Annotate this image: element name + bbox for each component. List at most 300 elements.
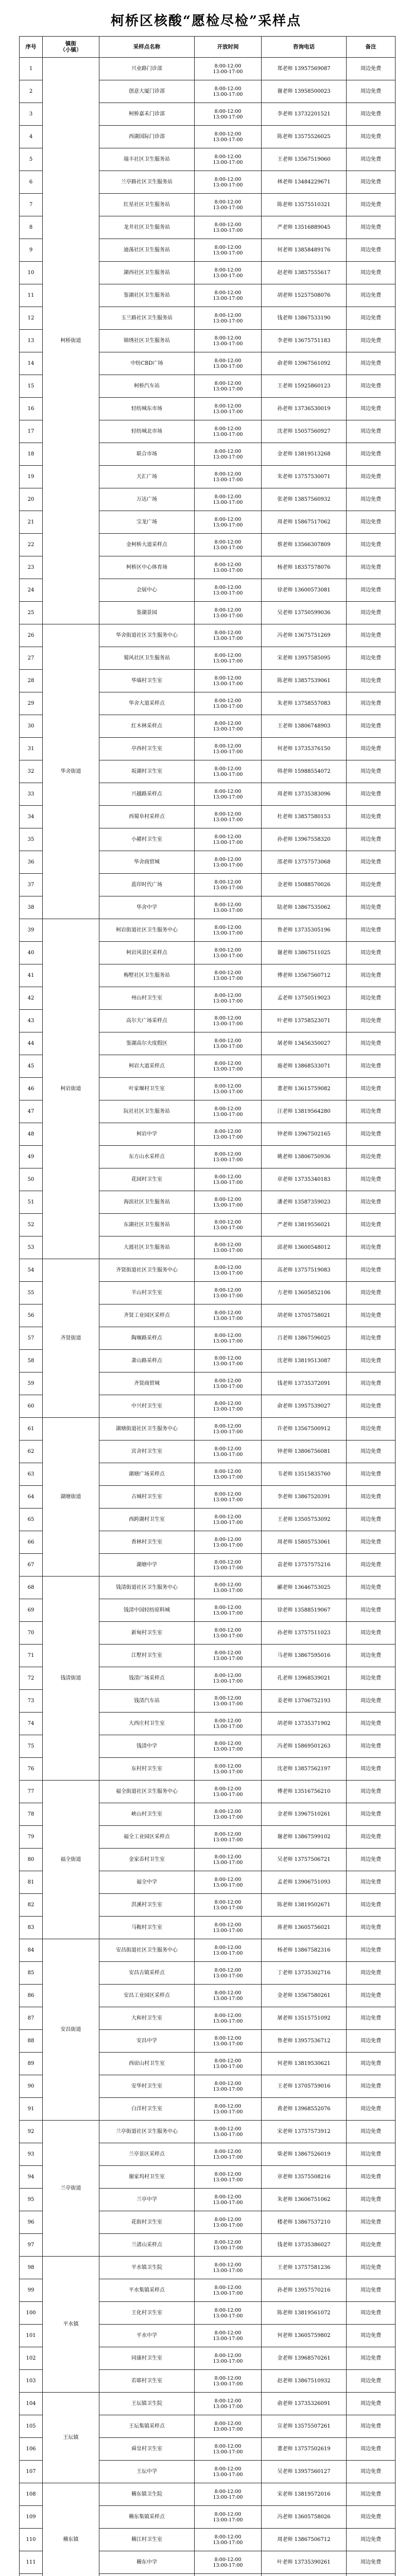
row-name: 谢家坞村卫生室 [99,2166,195,2189]
row-index: 94 [20,2166,43,2189]
row-time: 8:00-12:00 13:00-17:00 [195,1713,262,1735]
row-name: 华舍商贸城 [99,851,195,874]
row-name: 福全中学 [99,1871,195,1894]
row-time: 8:00-12:00 13:00-17:00 [195,2166,262,2189]
row-time: 8:00-12:00 13:00-17:00 [195,239,262,262]
table-row [20,1259,396,1282]
row-time: 8:00-12:00 13:00-17:00 [195,2438,262,2461]
row-time: 8:00-12:00 13:00-17:00 [195,2121,262,2143]
row-time: 8:00-12:00 13:00-17:00 [195,1622,262,1645]
row-index: 15 [20,375,43,398]
row-name: 大西庄村卫生室 [99,1713,195,1735]
row-name: 安昌中学 [99,2030,195,2053]
row-phone: 林老师 13484229671 [262,171,347,194]
row-phone: 朱老师 13758557083 [262,692,347,715]
row-note: 周边免费 [347,1826,396,1849]
row-note: 周边免费 [347,171,396,194]
row-name: 西扆山村卫生室 [99,2053,195,2075]
row-time: 8:00-12:00 13:00-17:00 [195,2053,262,2075]
row-note: 周边免费 [347,103,396,126]
row-time: 8:00-12:00 13:00-17:00 [195,2189,262,2211]
table-row [20,919,396,942]
row-name: 齐贤街道社区卫生服务中心 [99,1259,195,1282]
row-name: 湖塘中学 [99,1554,195,1577]
row-name: 兰渚山采样点 [99,2234,195,2257]
row-index: 49 [20,1146,43,1168]
table-row [20,2121,396,2143]
row-time: 8:00-12:00 13:00-17:00 [195,942,262,964]
row-phone: 姚老师 13806750936 [262,1146,347,1168]
row-note: 周边免费 [347,1622,396,1645]
row-phone: 吴老师 13757506721 [262,1849,347,1871]
row-name: 钱清中国轻纺原料城 [99,1599,195,1622]
row-time: 8:00-12:00 13:00-17:00 [195,1645,262,1667]
row-name: 舜皇村卫生室 [99,2438,195,2461]
row-time: 8:00-12:00 13:00-17:00 [195,919,262,942]
row-time: 8:00-12:00 13:00-17:00 [195,851,262,874]
row-name: 鉴湖景园 [99,602,195,624]
row-index: 61 [20,1418,43,1440]
row-street: 柯岩街道 [43,919,99,1259]
row-time: 8:00-12:00 13:00-17:00 [195,896,262,919]
row-index: 56 [20,1304,43,1327]
row-name: 福全街道社区卫生服务中心 [99,1781,195,1803]
row-note: 周边免费 [347,239,396,262]
row-index: 12 [20,307,43,330]
row-phone: 蔡老师 13566307809 [262,534,347,556]
row-name: 联合市场 [99,443,195,466]
page-title: 柯桥区核酸“愿检尽检”采样点 [111,13,301,29]
row-time: 8:00-12:00 13:00-17:00 [195,1826,262,1849]
row-phone: 鲁老师 13957536712 [262,2030,347,2053]
row-time: 8:00-12:00 13:00-17:00 [195,1010,262,1032]
row-note: 周边免费 [347,896,396,919]
row-phone: 周老师 13867506712 [262,2529,347,2551]
row-note: 周边免费 [347,2551,396,2574]
row-note: 周边免费 [347,1372,396,1395]
row-phone: 徐老师 13588519067 [262,1599,347,1622]
row-name: 王化村卫生室 [99,2302,195,2325]
row-phone: 何老师 13819530621 [262,2053,347,2075]
row-index: 106 [20,2438,43,2461]
row-index: 91 [20,2098,43,2121]
row-time: 8:00-12:00 13:00-17:00 [195,80,262,103]
row-phone: 孙老师 13736530019 [262,398,347,420]
row-time: 8:00-12:00 13:00-17:00 [195,1577,262,1599]
sampling-sites-table [19,36,396,2576]
row-note: 周边免费 [347,602,396,624]
row-name: 蓝印时代广场 [99,874,195,896]
row-note: 周边免费 [347,1327,396,1350]
row-name: 安华村卫生室 [99,2075,195,2098]
row-time: 8:00-12:00 13:00-17:00 [195,1463,262,1486]
row-time: 8:00-12:00 13:00-17:00 [195,488,262,511]
row-street: 福全街道 [43,1781,99,1939]
row-time: 8:00-12:00 13:00-17:00 [195,58,262,80]
row-phone: 俞老师 13957539027 [262,1395,347,1418]
row-name: 洪溪村卫生室 [99,1894,195,1917]
row-time: 8:00-12:00 13:00-17:00 [195,2551,262,2574]
row-note: 周边免费 [347,1849,396,1871]
row-time: 8:00-12:00 13:00-17:00 [195,1214,262,1236]
row-time: 8:00-12:00 13:00-17:00 [195,874,262,896]
row-phone: 钱老师 13735372091 [262,1372,347,1395]
row-phone: 韩老师 15988554072 [262,760,347,783]
row-note: 周边免费 [347,2143,396,2166]
row-name: 王坛中学 [99,2461,195,2483]
row-name: 陶堰路采样点 [99,1327,195,1350]
row-time: 8:00-12:00 13:00-17:00 [195,987,262,1010]
row-name: 兰亭路社区卫生服务站 [99,171,195,194]
row-phone: 傅老师 13516756210 [262,1781,347,1803]
row-phone: 丁老师 13735302716 [262,1962,347,1985]
table-row [20,58,396,80]
row-index: 42 [20,987,43,1010]
row-phone: 郦老师 13646753025 [262,1577,347,1599]
row-name: 金柯桥大道采样点 [99,534,195,556]
row-name: 兰亭中学 [99,2189,195,2211]
row-index: 13 [20,330,43,352]
row-note: 周边免费 [347,1236,396,1259]
row-name: 柯岩大道采样点 [99,1055,195,1078]
row-index: 104 [20,2393,43,2415]
row-time: 8:00-12:00 13:00-17:00 [195,2257,262,2279]
row-phone: 何老师 13605759802 [262,2325,347,2347]
row-phone: 张老师 13857560932 [262,488,347,511]
row-phone: 章老师 13575508216 [262,2166,347,2189]
row-index: 92 [20,2121,43,2143]
row-phone: 潘老师 13587359023 [262,1191,347,1214]
row-index: 55 [20,1282,43,1304]
row-index: 86 [20,1985,43,2007]
row-time: 8:00-12:00 13:00-17:00 [195,1803,262,1826]
row-time: 8:00-12:00 13:00-17:00 [195,2461,262,2483]
row-phone: 宋老师 13957585095 [262,647,347,670]
row-name: 钱清广场采样点 [99,1667,195,1690]
row-index [20,2574,43,2576]
row-phone: 叶老师 13758523071 [262,1010,347,1032]
row-time: 8:00-12:00 13:00-17:00 [195,1304,262,1327]
row-time: 8:00-12:00 13:00-17:00 [195,420,262,443]
row-time: 8:00-12:00 13:00-17:00 [195,1282,262,1304]
row-note: 周边免费 [347,851,396,874]
row-index: 36 [20,851,43,874]
row-note: 周边免费 [347,2529,396,2551]
row-note: 周边免费 [347,1894,396,1917]
row-phone: 胡老师 15257508076 [262,284,347,307]
row-name: 小赭村卫生室 [99,828,195,851]
row-time: 8:00-12:00 13:00-17:00 [195,964,262,987]
row-note: 周边免费 [347,1282,396,1304]
row-phone: 王老师 13505753092 [262,1509,347,1531]
row-index: 101 [20,2325,43,2347]
row-index: 100 [20,2302,43,2325]
row-phone: 楼老师 13867537210 [262,2211,347,2234]
row-phone: 何老师 13735376150 [262,738,347,760]
row-name: 古城村卫生室 [99,1486,195,1509]
row-time: 8:00-12:00 13:00-17:00 [195,692,262,715]
row-time: 8:00-12:00 13:00-17:00 [195,1554,262,1577]
row-phone: 许老师 13567500912 [262,1418,347,1440]
row-index: 80 [20,1849,43,1871]
row-note: 周边免费 [347,1078,396,1100]
row-index: 32 [20,760,43,783]
row-phone: 谢老师 13958500023 [262,80,347,103]
table-row [20,2257,396,2279]
row-index: 99 [20,2279,43,2302]
row-time: 8:00-12:00 13:00-17:00 [195,556,262,579]
row-note: 周边免费 [347,466,396,488]
row-time: 8:00-12:00 13:00-17:00 [195,2393,262,2415]
row-index: 45 [20,1055,43,1078]
row-time: 8:00-12:00 13:00-17:00 [195,1939,262,1962]
row-time: 8:00-12:00 13:00-17:00 [195,670,262,692]
row-index: 24 [20,579,43,602]
row-name: 江墅村卫生室 [99,1645,195,1667]
row-time: 8:00-12:00 13:00-17:00 [195,1531,262,1554]
row-name: 稽东镇卫生院 [99,2483,195,2506]
row-phone: 冯老师 13675751269 [262,624,347,647]
header-name: 采样点名称 [99,37,195,58]
row-phone: 金老师 15088570026 [262,874,347,896]
row-index: 18 [20,443,43,466]
row-time: 8:00-12:00 13:00-17:00 [195,1599,262,1622]
row-index: 19 [20,466,43,488]
row-note: 周边免费 [347,1735,396,1758]
row-time: 8:00-12:00 13:00-17:00 [195,1236,262,1259]
row-index: 39 [20,919,43,942]
row-street: 王坛镇 [43,2393,99,2483]
row-note: 周边免费 [347,443,396,466]
row-phone: 吴老师 13957560127 [262,2461,347,2483]
row-index: 98 [20,2257,43,2279]
row-time: 8:00-12:00 13:00-17:00 [195,783,262,806]
row-time: 8:00-12:00 13:00-17:00 [195,330,262,352]
row-name: 同康村卫生室 [99,2347,195,2370]
row-index: 62 [20,1440,43,1463]
row-index: 35 [20,828,43,851]
row-phone: 傅老师 13567560712 [262,964,347,987]
row-phone: 徐老师 13600573081 [262,579,347,602]
row-index: 102 [20,2347,43,2370]
row-note: 周边免费 [347,2347,396,2370]
row-note: 周边免费 [347,919,396,942]
row-index: 4 [20,126,43,148]
row-time: 8:00-12:00 13:00-17:00 [195,2211,262,2234]
row-phone: 钱老师 13735386027 [262,2234,347,2257]
row-name: 平水中学 [99,2325,195,2347]
row-index: 66 [20,1531,43,1554]
row-name: 红木林采样点 [99,715,195,738]
row-phone: 邱老师 13600548012 [262,1236,347,1259]
row-name: 东村村卫生室 [99,1758,195,1781]
row-name: 柯桥嘉禾门诊部 [99,103,195,126]
row-note: 周边免费 [347,2166,396,2189]
row-note: 周边免费 [347,148,396,171]
row-note: 周边免费 [347,2483,396,2506]
table-body [20,58,396,2576]
row-note: 周边免费 [347,1690,396,1713]
row-index: 79 [20,1826,43,1849]
row-note: 周边免费 [347,2075,396,2098]
row-note: 周边免费 [347,987,396,1010]
row-phone: 吴老师 13750599036 [262,602,347,624]
row-index: 68 [20,1577,43,1599]
row-index: 8 [20,216,43,239]
row-name: 羊山村卫生室 [99,1282,195,1304]
row-index: 54 [20,1259,43,1282]
row-time: 8:00-12:00 13:00-17:00 [195,443,262,466]
row-phone: 杨老师 18357578076 [262,556,347,579]
row-phone: 章老师 13735340183 [262,1168,347,1191]
row-phone: 金老师 13968570261 [262,2347,347,2370]
row-phone: 邵老师 13757573068 [262,851,347,874]
row-time: 8:00-12:00 13:00-17:00 [195,1123,262,1146]
row-phone: 吕老师 13867596025 [262,1327,347,1350]
row-index: 74 [20,1713,43,1735]
row-index: 105 [20,2415,43,2438]
row-time: 8:00-12:00 13:00-17:00 [195,1191,262,1214]
row-phone: 王老师 13705759016 [262,2075,347,2098]
row-note: 周边免费 [347,579,396,602]
row-phone: 孙老师 13757511023 [262,1622,347,1645]
row-street: 稽东镇 [43,2483,99,2576]
row-index: 88 [20,2030,43,2053]
table-header-row [20,37,396,58]
row-name: 柯桥汽车站 [99,375,195,398]
row-note: 周边免费 [347,2393,396,2415]
row-phone: 陈老师 13575510321 [262,194,347,216]
row-time: 8:00-12:00 13:00-17:00 [195,602,262,624]
row-name: 安昌古镇采样点 [99,1962,195,1985]
row-name: 会展中心 [99,579,195,602]
row-time: 8:00-12:00 13:00-17:00 [195,307,262,330]
row-index: 9 [20,239,43,262]
row-name: 迪荡社区卫生服务站 [99,239,195,262]
row-phone: 董老师 13757502619 [262,2438,347,2461]
row-index: 95 [20,2189,43,2211]
row-index: 11 [20,284,43,307]
row-index: 14 [20,352,43,375]
row-index: 1 [20,58,43,80]
row-note: 周边免费 [347,352,396,375]
row-phone: 杨老师 13867582316 [262,1939,347,1962]
row-note: 周边免费 [347,1168,396,1191]
row-note: 周边免费 [347,2211,396,2234]
row-name: 马鞍村卫生室 [99,1917,195,1939]
row-time: 8:00-12:00 13:00-17:00 [195,534,262,556]
row-name: 锦绣社区卫生服务站 [99,330,195,352]
row-name: 东湖社区卫生服务站 [99,1214,195,1236]
row-time: 8:00-12:00 13:00-17:00 [195,2483,262,2506]
row-time: 8:00-12:00 13:00-17:00 [195,2370,262,2393]
row-name: 大和村卫生室 [99,2007,195,2030]
row-note: 周边免费 [347,126,396,148]
row-name: 新甸村卫生室 [99,1622,195,1645]
row-phone: 李老师 13867520391 [262,1486,347,1509]
row-street: 安昌街道 [43,1939,99,2121]
row-phone: 袁老师 13757575216 [262,1554,347,1577]
row-phone: 金老师 13567580261 [262,1985,347,2007]
row-name: 稽东集镇采样点 [99,2506,195,2529]
row-index: 108 [20,2483,43,2506]
row-name: 白洋村卫生室 [99,2098,195,2121]
row-name: 鉴湖社区卫生服务站 [99,284,195,307]
row-phone: 朱老师 13606751062 [262,2189,347,2211]
row-phone: 钟老师 13967502165 [262,1123,347,1146]
row-time: 8:00-12:00 13:00-17:00 [195,1168,262,1191]
row-name: 兰亭景区采样点 [99,2143,195,2166]
row-index: 93 [20,2143,43,2166]
row-phone: 马老师 13867595016 [262,1645,347,1667]
row-name: 香林村卫生室 [99,1531,195,1554]
row-name: 钱清中学 [99,1735,195,1758]
row-phone: 宋老师 13757573912 [262,2121,347,2143]
row-index: 7 [20,194,43,216]
row-time: 8:00-12:00 13:00-17:00 [195,262,262,284]
row-time: 8:00-12:00 13:00-17:00 [195,1440,262,1463]
row-phone: 郑老师 13957569087 [262,58,347,80]
row-index: 65 [20,1509,43,1531]
row-phone: 宋老师 13819572016 [262,2483,347,2506]
row-name: 兴越路采样点 [99,783,195,806]
row-name: 西蜀阜村采样点 [99,806,195,828]
row-index: 72 [20,1667,43,1690]
row-index: 2 [20,80,43,103]
row-name: 兰亭街道社区卫生服务中心 [99,2121,195,2143]
row-time: 8:00-12:00 13:00-17:00 [195,171,262,194]
row-time: 8:00-12:00 13:00-17:00 [195,126,262,148]
row-note: 周边免费 [347,1350,396,1372]
row-time: 8:00-12:00 13:00-17:00 [195,2098,262,2121]
header-time: 开放时间 [195,37,262,58]
row-note: 周边免费 [347,1599,396,1622]
row-time: 8:00-12:00 13:00-17:00 [195,194,262,216]
row-index: 97 [20,2234,43,2257]
row-name: 稽江村卫生室 [99,2529,195,2551]
row-phone: 杜老师 13857580153 [262,806,347,828]
row-note: 周边免费 [347,1939,396,1962]
row-phone: 沈老师 15057560927 [262,420,347,443]
row-index: 22 [20,534,43,556]
row-note: 周边免费 [347,2257,396,2279]
row-name: 轻纺城北市场 [99,420,195,443]
row-index: 85 [20,1962,43,1985]
row-name: 福全工业园区采样点 [99,1826,195,1849]
row-time: 8:00-12:00 13:00-17:00 [195,2030,262,2053]
header-index: 序号 [20,37,43,58]
row-name: 轻纺城东市场 [99,398,195,420]
row-time: 8:00-12:00 13:00-17:00 [195,103,262,126]
row-time: 8:00-12:00 13:00-17:00 [195,1735,262,1758]
row-note: 周边免费 [347,2302,396,2325]
row-time: 8:00-12:00 13:00-17:00 [195,1871,262,1894]
row-street: 钱清街道 [43,1577,99,1781]
row-index: 33 [20,783,43,806]
row-index: 50 [20,1168,43,1191]
row-phone: 周老师 13735383096 [262,783,347,806]
row-phone: 陈老师 13857539061 [262,670,347,692]
row-name: 大渡社区卫生服务站 [99,1236,195,1259]
row-note: 周边免费 [347,1486,396,1509]
row-name: 柯桥区中心体育场 [99,556,195,579]
row-note: 周边免费 [347,1055,396,1078]
row-name: 华墙村卫生室 [99,670,195,692]
row-index: 90 [20,2075,43,2098]
row-name: 华舍大道采样点 [99,692,195,715]
row-index: 16 [20,398,43,420]
row-name: 平水集镇采样点 [99,2279,195,2302]
